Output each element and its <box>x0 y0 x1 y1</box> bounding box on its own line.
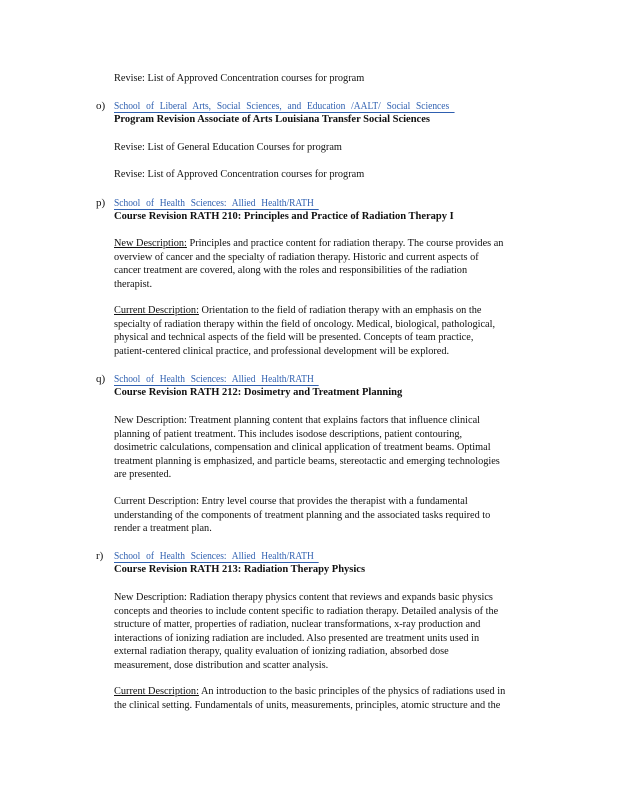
new-description-line: structure of matter, properties of radiation, nuclear transformations, x-ray production and <box>114 619 481 631</box>
new-description-line: measurement, dose distribution and scatter analysis. <box>114 659 329 671</box>
new-description-line: cancer treatment are covered, along with the roles and responsibilities of the radiation <box>114 265 468 277</box>
course-revision-title: Course Revision RATH 210: Principles and Practice of Radiation Therapy I <box>114 211 454 222</box>
current-description-text: Orientation to the field of radiation therapy with an emphasis on the <box>198 305 482 316</box>
new-description-label: New Description: <box>114 592 187 603</box>
current-description <box>114 685 554 712</box>
new-description-line: dosimetric calculations, compensation and clinical application of treatment beams. Optimal <box>114 442 491 454</box>
current-description-text: Entry level course that provides the therapist with a fundamental <box>198 496 468 507</box>
section-heading-link[interactable]: School of Health Sciences: Allied Health/RATH <box>114 550 319 563</box>
current-description-label: Current Description: <box>114 686 199 697</box>
item-label: o) <box>96 100 106 112</box>
new-description-line: concepts and theories to include content specific to radiation therapy. Detailed analysis of the <box>114 605 499 617</box>
new-description-text: Radiation therapy physics content that reviews and expands basic physics <box>186 592 493 603</box>
current-description-line: specialty of radiation therapy within the field of oncology. Medical, biological, pathological, <box>114 318 496 330</box>
new-description-label: New Description: <box>114 238 187 249</box>
new-description-line: overview of cancer and the specialty of radiation therapy. Historic and current aspects of <box>114 251 479 263</box>
new-description <box>114 237 554 291</box>
current-description-line <box>114 495 554 509</box>
current-description-line: patient-centered clinical practice, and professional development will be explored. <box>114 345 450 357</box>
current-description <box>114 495 554 536</box>
current-description-line: render a treatment plan. <box>114 523 212 535</box>
new-description-line: therapist. <box>114 278 153 290</box>
new-description-line <box>114 591 554 605</box>
new-description-line: are presented. <box>114 469 172 481</box>
new-description-line <box>114 237 554 251</box>
new-description <box>114 591 554 673</box>
current-description-line: the clinical setting. Fundamentals of units, measurements, principles, atomic structure and the <box>114 699 501 711</box>
current-description-label: Current Description: <box>114 305 199 316</box>
item-label: q) <box>96 373 106 385</box>
current-description-line: understanding of the components of treatment planning and the associated tasks required to <box>114 509 491 521</box>
new-description-text: Treatment planning content that explains factors that influence clinical <box>186 415 481 426</box>
new-description-line <box>114 414 554 428</box>
current-description-line <box>114 304 554 318</box>
revise-line: Revise: List of General Education Courses for program <box>114 142 342 153</box>
item-label: r) <box>96 550 104 562</box>
new-description-line: planning of patient treatment. This includes isodose descriptions, patient contouring, <box>114 428 463 440</box>
section-heading-link[interactable]: School of Health Sciences: Allied Health/RATH <box>114 373 319 386</box>
section-heading-link[interactable]: School of Liberal Arts, Social Sciences, and Education /AALT/ Social Sciences <box>114 100 454 113</box>
item-label: p) <box>96 197 106 209</box>
new-description-label: New Description: <box>114 415 187 426</box>
revision-title: Program Revision Associate of Arts Louisiana Transfer Social Sciences <box>114 114 430 125</box>
revise-line: Revise: List of Approved Concentration courses for program <box>114 73 365 84</box>
new-description-text: Principles and practice content for radiation therapy. The course provides an <box>186 238 504 249</box>
new-description <box>114 414 554 482</box>
course-revision-title: Course Revision RATH 213: Radiation Therapy Physics <box>114 564 366 575</box>
revise-line: Revise: List of Approved Concentration courses for program <box>114 169 365 180</box>
new-description-line: interactions of ionizing radiation are included. Also presented are treatment units used in <box>114 632 480 644</box>
current-description-text: An introduction to the basic principles of the physics of radiations used in <box>198 686 506 697</box>
course-revision-title: Course Revision RATH 212: Dosimetry and Treatment Planning <box>114 387 403 398</box>
current-description-line <box>114 685 554 699</box>
section-heading-link[interactable]: School of Health Sciences: Allied Health/RATH <box>114 197 319 210</box>
current-description-label: Current Description: <box>114 496 199 507</box>
new-description-line: treatment planning is emphasized, and particle beams, stereotactic and emerging technologies <box>114 455 500 467</box>
new-description-line: external radiation therapy, quality evaluation of ionizing radiation, absorbed dose <box>114 646 449 658</box>
current-description <box>114 304 554 358</box>
current-description-line: physical and technical aspects of the field will be presented. Concepts of team practice, <box>114 332 474 344</box>
